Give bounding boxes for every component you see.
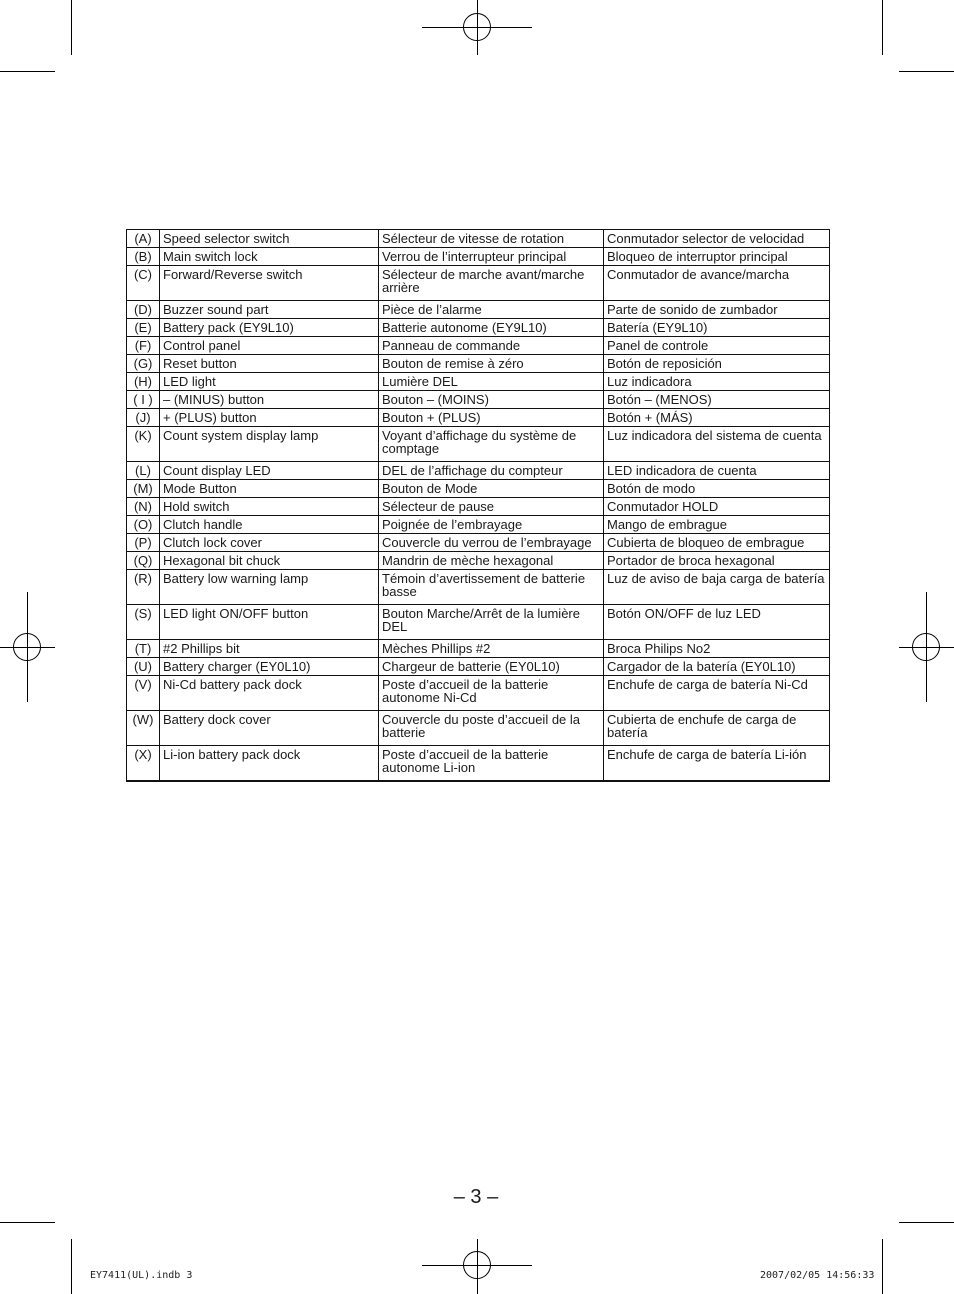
part-name-fr: Mèches Phillips #2 bbox=[379, 640, 604, 658]
part-name-fr: Poste d’accueil de la batterie autonome Li-ion bbox=[379, 746, 604, 782]
part-name-es: Botón de modo bbox=[604, 480, 830, 498]
part-name-es: Botón de reposición bbox=[604, 355, 830, 373]
part-name-fr: Verrou de l’interrupteur principal bbox=[379, 248, 604, 266]
part-name-en: Speed selector switch bbox=[160, 230, 379, 248]
part-code: ( I ) bbox=[127, 391, 160, 409]
part-name-es: Conmutador selector de velocidad bbox=[604, 230, 830, 248]
table-row bbox=[127, 676, 830, 711]
part-name-en: #2 Phillips bit bbox=[160, 640, 379, 658]
part-name-en: Battery low warning lamp bbox=[160, 570, 379, 605]
part-name-fr: Poignée de l’embrayage bbox=[379, 516, 604, 534]
table-row bbox=[127, 570, 830, 605]
part-code: (H) bbox=[127, 373, 160, 391]
part-name-fr: Bouton Marche/Arrêt de la lumière DEL bbox=[379, 605, 604, 640]
part-name-en: Mode Button bbox=[160, 480, 379, 498]
page-number: – 3 – bbox=[453, 1186, 499, 1208]
table-row bbox=[127, 534, 830, 552]
part-code: (E) bbox=[127, 319, 160, 337]
part-name-es: Enchufe de carga de batería Ni-Cd bbox=[604, 676, 830, 711]
table-row bbox=[127, 301, 830, 319]
part-name-en: Hold switch bbox=[160, 498, 379, 516]
part-name-es: LED indicadora de cuenta bbox=[604, 462, 830, 480]
part-code: (F) bbox=[127, 337, 160, 355]
part-name-fr: Témoin d’avertissement de batterie basse bbox=[379, 570, 604, 605]
parts-table bbox=[126, 229, 830, 782]
part-name-fr: Bouton de Mode bbox=[379, 480, 604, 498]
table-row bbox=[127, 516, 830, 534]
part-name-en: Battery charger (EY0L10) bbox=[160, 658, 379, 676]
part-name-fr: Lumière DEL bbox=[379, 373, 604, 391]
part-code: (M) bbox=[127, 480, 160, 498]
part-name-en: Main switch lock bbox=[160, 248, 379, 266]
table-row bbox=[127, 605, 830, 640]
part-name-es: Broca Philips No2 bbox=[604, 640, 830, 658]
part-name-fr: Pièce de l’alarme bbox=[379, 301, 604, 319]
part-code: (R) bbox=[127, 570, 160, 605]
part-name-en: Control panel bbox=[160, 337, 379, 355]
part-code: (B) bbox=[127, 248, 160, 266]
part-name-fr: Sélecteur de pause bbox=[379, 498, 604, 516]
table-row bbox=[127, 498, 830, 516]
table-row bbox=[127, 552, 830, 570]
table-row bbox=[127, 337, 830, 355]
table-row bbox=[127, 355, 830, 373]
table-row bbox=[127, 462, 830, 480]
slug-file-name: EY7411(UL).indb 3 bbox=[90, 1270, 193, 1281]
part-code: (W) bbox=[127, 711, 160, 746]
table-row bbox=[127, 640, 830, 658]
part-name-fr: Voyant d’affichage du système de comptage bbox=[379, 427, 604, 462]
part-code: (O) bbox=[127, 516, 160, 534]
part-name-es: Conmutador HOLD bbox=[604, 498, 830, 516]
part-code: (K) bbox=[127, 427, 160, 462]
part-name-en: LED light bbox=[160, 373, 379, 391]
part-code: (D) bbox=[127, 301, 160, 319]
table-row bbox=[127, 746, 830, 782]
part-name-en: Clutch handle bbox=[160, 516, 379, 534]
part-name-es: Botón ON/OFF de luz LED bbox=[604, 605, 830, 640]
part-name-es: Cargador de la batería (EY0L10) bbox=[604, 658, 830, 676]
part-code: (A) bbox=[127, 230, 160, 248]
part-name-en: Clutch lock cover bbox=[160, 534, 379, 552]
part-name-es: Botón + (MÁS) bbox=[604, 409, 830, 427]
part-name-es: Botón – (MENOS) bbox=[604, 391, 830, 409]
part-name-fr: Couvercle du poste d’accueil de la batterie bbox=[379, 711, 604, 746]
part-code: (X) bbox=[127, 746, 160, 782]
part-name-es: Enchufe de carga de batería Li-ión bbox=[604, 746, 830, 782]
part-name-en: LED light ON/OFF button bbox=[160, 605, 379, 640]
part-name-es: Luz de aviso de baja carga de batería bbox=[604, 570, 830, 605]
part-name-es: Parte de sonido de zumbador bbox=[604, 301, 830, 319]
part-name-en: Count display LED bbox=[160, 462, 379, 480]
part-name-es: Bloqueo de interruptor principal bbox=[604, 248, 830, 266]
part-code: (J) bbox=[127, 409, 160, 427]
part-name-en: Ni-Cd battery pack dock bbox=[160, 676, 379, 711]
part-code: (N) bbox=[127, 498, 160, 516]
part-name-fr: DEL de l’affichage du compteur bbox=[379, 462, 604, 480]
part-name-es: Luz indicadora del sistema de cuenta bbox=[604, 427, 830, 462]
part-name-en: Battery dock cover bbox=[160, 711, 379, 746]
part-name-fr: Mandrin de mèche hexagonal bbox=[379, 552, 604, 570]
part-name-es: Batería (EY9L10) bbox=[604, 319, 830, 337]
part-name-es: Cubierta de enchufe de carga de batería bbox=[604, 711, 830, 746]
part-code: (C) bbox=[127, 266, 160, 301]
table-row bbox=[127, 373, 830, 391]
part-name-en: Battery pack (EY9L10) bbox=[160, 319, 379, 337]
part-name-es: Luz indicadora bbox=[604, 373, 830, 391]
table-row bbox=[127, 319, 830, 337]
part-code: (T) bbox=[127, 640, 160, 658]
part-name-fr: Bouton + (PLUS) bbox=[379, 409, 604, 427]
table-row bbox=[127, 409, 830, 427]
part-name-en: Reset button bbox=[160, 355, 379, 373]
part-name-es: Panel de controle bbox=[604, 337, 830, 355]
part-name-es: Cubierta de bloqueo de embrague bbox=[604, 534, 830, 552]
part-code: (P) bbox=[127, 534, 160, 552]
table-row bbox=[127, 711, 830, 746]
table-row bbox=[127, 658, 830, 676]
part-name-es: Portador de broca hexagonal bbox=[604, 552, 830, 570]
part-name-fr: Chargeur de batterie (EY0L10) bbox=[379, 658, 604, 676]
part-name-en: Forward/Reverse switch bbox=[160, 266, 379, 301]
table-row bbox=[127, 427, 830, 462]
table-row bbox=[127, 480, 830, 498]
table-row bbox=[127, 391, 830, 409]
part-name-fr: Bouton – (MOINS) bbox=[379, 391, 604, 409]
part-name-en: – (MINUS) button bbox=[160, 391, 379, 409]
table-row bbox=[127, 266, 830, 301]
part-name-fr: Sélecteur de vitesse de rotation bbox=[379, 230, 604, 248]
part-name-fr: Sélecteur de marche avant/marche arrière bbox=[379, 266, 604, 301]
part-name-en: Hexagonal bit chuck bbox=[160, 552, 379, 570]
part-code: (U) bbox=[127, 658, 160, 676]
part-name-en: Li-ion battery pack dock bbox=[160, 746, 379, 782]
part-name-es: Mango de embrague bbox=[604, 516, 830, 534]
part-name-fr: Panneau de commande bbox=[379, 337, 604, 355]
part-name-fr: Batterie autonome (EY9L10) bbox=[379, 319, 604, 337]
part-name-fr: Bouton de remise à zéro bbox=[379, 355, 604, 373]
part-code: (V) bbox=[127, 676, 160, 711]
part-name-fr: Couvercle du verrou de l’embrayage bbox=[379, 534, 604, 552]
part-name-es: Conmutador de avance/marcha bbox=[604, 266, 830, 301]
part-code: (L) bbox=[127, 462, 160, 480]
part-name-en: + (PLUS) button bbox=[160, 409, 379, 427]
table-row bbox=[127, 230, 830, 248]
part-code: (Q) bbox=[127, 552, 160, 570]
part-name-en: Buzzer sound part bbox=[160, 301, 379, 319]
part-name-fr: Poste d’accueil de la batterie autonome Ni-Cd bbox=[379, 676, 604, 711]
part-code: (S) bbox=[127, 605, 160, 640]
part-code: (G) bbox=[127, 355, 160, 373]
slug-timestamp: 2007/02/05 14:56:33 bbox=[760, 1270, 875, 1281]
table-row bbox=[127, 248, 830, 266]
part-name-en: Count system display lamp bbox=[160, 427, 379, 462]
